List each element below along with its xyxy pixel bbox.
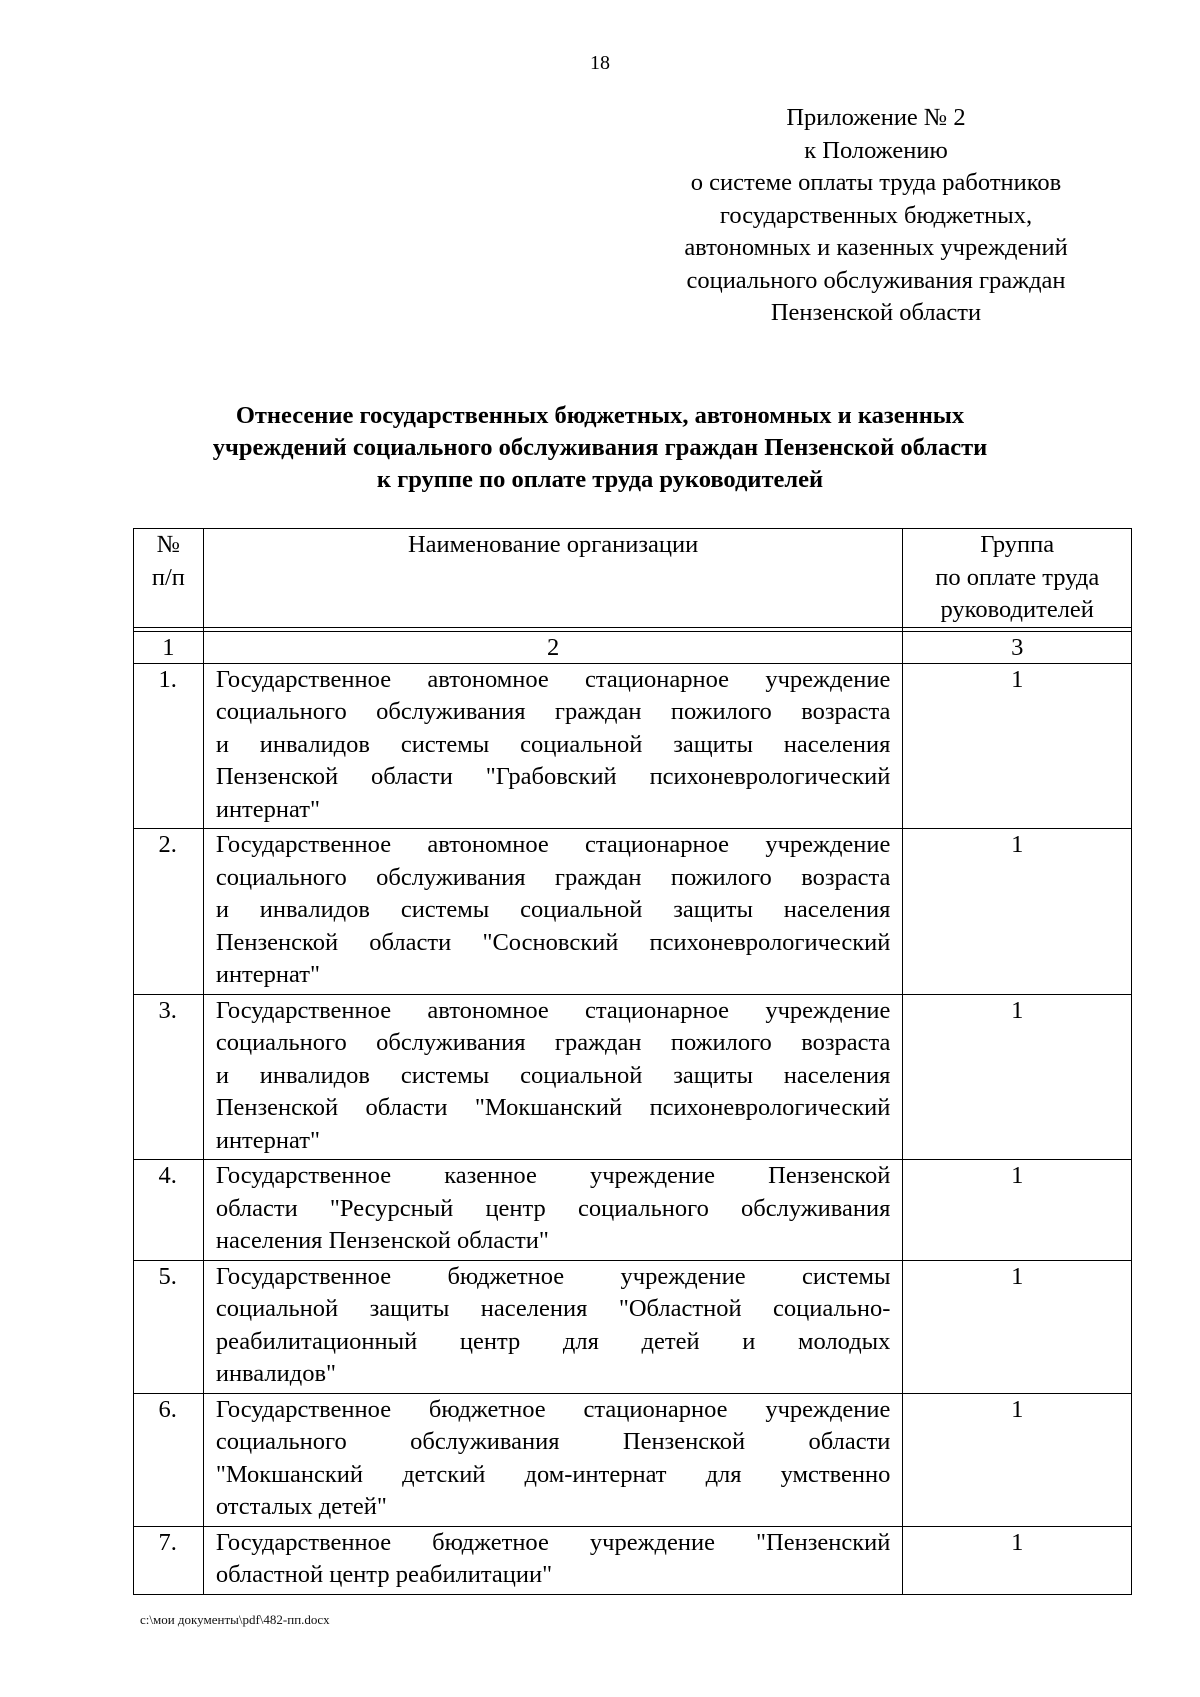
- pay-group: 1: [903, 994, 1132, 1160]
- organization-name-line: интернат": [215, 1126, 320, 1154]
- organization-name-line: и инвалидов системы социальной защиты населения: [215, 896, 891, 923]
- organization-name-line: социального обслуживания Пензенской области: [215, 1428, 891, 1455]
- title-line: Отнесение государственных бюджетных, автономных и казенных: [235, 402, 965, 429]
- table-row: [134, 1526, 1132, 1594]
- organization-name-line: Государственное автономное стационарное учреждение: [215, 996, 891, 1024]
- organization-name-line: Государственное автономное стационарное учреждение: [215, 665, 891, 693]
- organization-name: [203, 1393, 903, 1526]
- organization-name-line: интернат": [215, 961, 320, 988]
- organization-name-line: социального обслуживания граждан пожилого возраста: [215, 698, 891, 725]
- organization-name-line: интернат": [215, 795, 320, 823]
- organization-name-line: Государственное бюджетное учреждение "Пензенский: [215, 1528, 891, 1556]
- organization-name-line: инвалидов": [215, 1360, 337, 1387]
- organization-name-line: областной центр реабилитации": [215, 1561, 553, 1588]
- appendix-heading: [646, 102, 1106, 330]
- page-number: 18: [590, 52, 610, 74]
- organization-name-line: области "Ресурсный центр социального обслуживания: [215, 1194, 891, 1222]
- table-row: [134, 1160, 1132, 1261]
- organizations-table: [133, 528, 1132, 1595]
- header-group: Группа по оплате труда руководителей: [903, 529, 1132, 628]
- pay-group: 1: [903, 663, 1132, 829]
- column-number: 3: [903, 631, 1132, 663]
- organization-name-line: Государственное казенное учреждение Пензенской: [215, 1162, 891, 1189]
- organization-name-line: населения Пензенской области": [215, 1227, 549, 1254]
- organization-name: [203, 1160, 903, 1261]
- organization-name-line: социальной защиты населения "Областной социально-: [215, 1295, 891, 1322]
- pay-group: 1: [903, 829, 1132, 995]
- organization-name-line: "Мокшанский детский дом-интернат для умственно: [215, 1460, 891, 1488]
- row-number: 6.: [134, 1393, 204, 1526]
- organization-name-line: Государственное бюджетное стационарное учреждение: [215, 1395, 891, 1423]
- title-line: к группе по оплате труда руководителей: [376, 466, 824, 493]
- table-row: [134, 829, 1132, 995]
- organization-name: [203, 829, 903, 995]
- pay-group: 1: [903, 1393, 1132, 1526]
- organization-name-line: Пензенской области "Мокшанский психоневрологический: [215, 1094, 891, 1121]
- file-path-footer: c:\мои документы\pdf\482-пп.docx: [140, 1612, 330, 1627]
- appendix-line: социального обслуживания граждан: [686, 266, 1066, 294]
- organization-name-line: Пензенской области "Сосновский психоневрологический: [215, 928, 891, 956]
- organization-name-line: Пензенской области "Грабовский психоневрологический: [215, 763, 891, 790]
- organization-name: [203, 994, 903, 1160]
- table-row: [134, 994, 1132, 1160]
- table-header-row: [134, 529, 1132, 628]
- row-number: 5.: [134, 1260, 204, 1393]
- column-numbers-row: [134, 631, 1132, 663]
- appendix-line: Пензенской области: [770, 299, 982, 326]
- organization-name-line: социального обслуживания граждан пожилого возраста: [215, 863, 891, 891]
- row-number: 3.: [134, 994, 204, 1160]
- organization-name-line: Государственное бюджетное учреждение системы: [215, 1262, 891, 1290]
- row-number: 2.: [134, 829, 204, 995]
- table-row: [134, 663, 1132, 829]
- organization-name: [203, 1526, 903, 1594]
- table-row: [134, 1260, 1132, 1393]
- row-number: 1.: [134, 663, 204, 829]
- row-number: 4.: [134, 1160, 204, 1261]
- organization-name-line: социального обслуживания граждан пожилого возраста: [215, 1029, 891, 1056]
- document-title: [0, 400, 1200, 496]
- organization-name: [203, 1260, 903, 1393]
- appendix-line: государственных бюджетных,: [719, 201, 1033, 229]
- organization-name-line: и инвалидов системы социальной защиты населения: [215, 1061, 891, 1089]
- organization-name-line: и инвалидов системы социальной защиты населения: [215, 730, 891, 758]
- appendix-line: автономных и казенных учреждений: [684, 234, 1068, 261]
- pay-group: 1: [903, 1526, 1132, 1594]
- header-num: № п/п: [134, 529, 204, 628]
- organization-name-line: отсталых детей": [215, 1493, 387, 1520]
- table-row: [134, 1393, 1132, 1526]
- pay-group: 1: [903, 1160, 1132, 1261]
- column-number: 1: [134, 631, 204, 663]
- appendix-line: о системе оплаты труда работников: [690, 169, 1062, 196]
- column-number: 2: [203, 631, 903, 663]
- appendix-line: Приложение № 2: [786, 104, 966, 131]
- title-line: учреждений социального обслуживания граждан Пензенской области: [212, 434, 988, 461]
- row-number: 7.: [134, 1526, 204, 1594]
- header-name: Наименование организации: [203, 529, 903, 628]
- organization-name-line: Государственное автономное стационарное учреждение: [215, 831, 891, 858]
- appendix-line: к Положению: [804, 136, 948, 164]
- pay-group: 1: [903, 1260, 1132, 1393]
- table-body: [134, 663, 1132, 1594]
- organization-name-line: реабилитационный центр для детей и молодых: [215, 1327, 891, 1355]
- organization-name: [203, 663, 903, 829]
